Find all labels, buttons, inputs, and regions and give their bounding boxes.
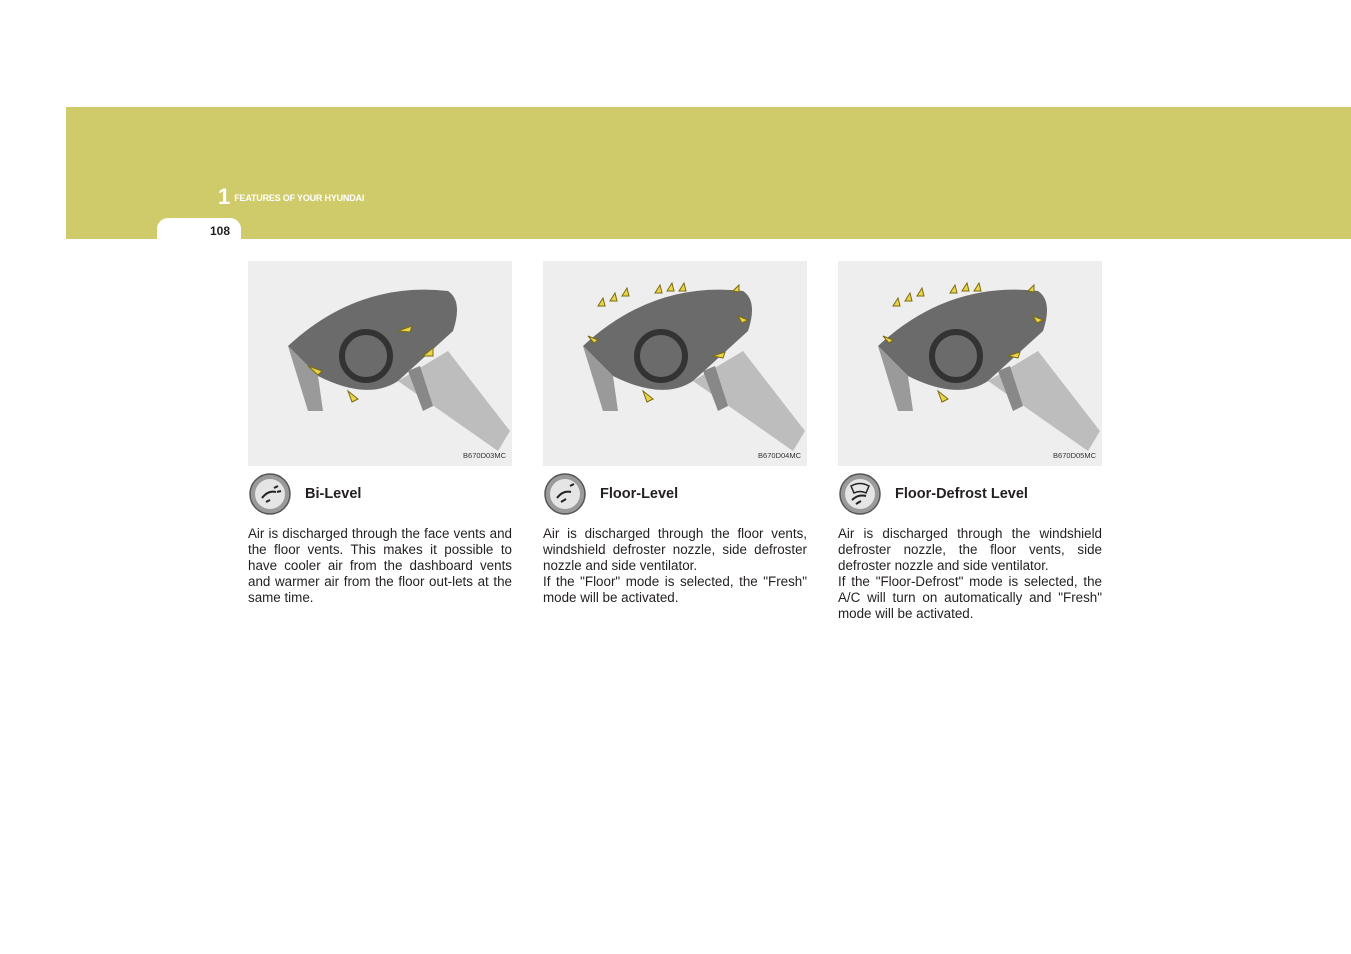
section-title: Floor-Level xyxy=(600,486,679,502)
paragraph: Air is discharged through the floor vents, windshield defroster nozzle, side defroster nozzle and side ventilator. xyxy=(543,526,807,573)
paragraph: If the "Floor-Defrost" mode is selected, the A/C will turn on automatically and "Fresh" mode will be activated. xyxy=(838,574,1102,621)
dashboard-illustration xyxy=(248,261,512,466)
chapter-title: FEATURES OF YOUR HYUNDAI xyxy=(234,193,365,203)
floor-level-vent-icon xyxy=(543,472,587,516)
dashboard-illustration xyxy=(543,261,807,466)
dashboard-illustration xyxy=(838,261,1102,466)
figure-code: B670D05MC xyxy=(1053,451,1096,460)
page-number: 108 xyxy=(210,224,231,238)
chapter-heading xyxy=(218,186,364,208)
paragraph: If the "Floor" mode is selected, the "Fresh" mode will be activated. xyxy=(543,574,807,605)
dashboard-illustration-art xyxy=(543,261,807,466)
floor-defrost-vent-icon xyxy=(838,472,882,516)
dashboard-illustration-art xyxy=(248,261,512,466)
chapter-number: 1 xyxy=(218,184,231,209)
section-bi-level xyxy=(248,261,512,606)
section-body xyxy=(838,526,1102,622)
paragraph: Air is discharged through the windshield defroster nozzle, the floor vents, side defroster nozzle and side ventilator. xyxy=(838,526,1102,573)
section-body xyxy=(543,526,807,606)
header-band xyxy=(66,107,1351,239)
figure-code: B670D03MC xyxy=(463,451,506,460)
paragraph: Air is discharged through the face vents and the floor vents. This makes it possible to have cooler air from the dashboard vents and warmer air from the floor out-lets at the same time. xyxy=(248,526,512,605)
dashboard-illustration-art xyxy=(838,261,1102,466)
section-floor-defrost-level xyxy=(838,261,1102,622)
section-floor-level xyxy=(543,261,807,606)
section-title: Bi-Level xyxy=(305,486,362,502)
section-title: Floor-Defrost Level xyxy=(895,486,1028,502)
figure-code: B670D04MC xyxy=(758,451,801,460)
section-body xyxy=(248,526,512,606)
bi-level-vent-icon xyxy=(248,472,292,516)
